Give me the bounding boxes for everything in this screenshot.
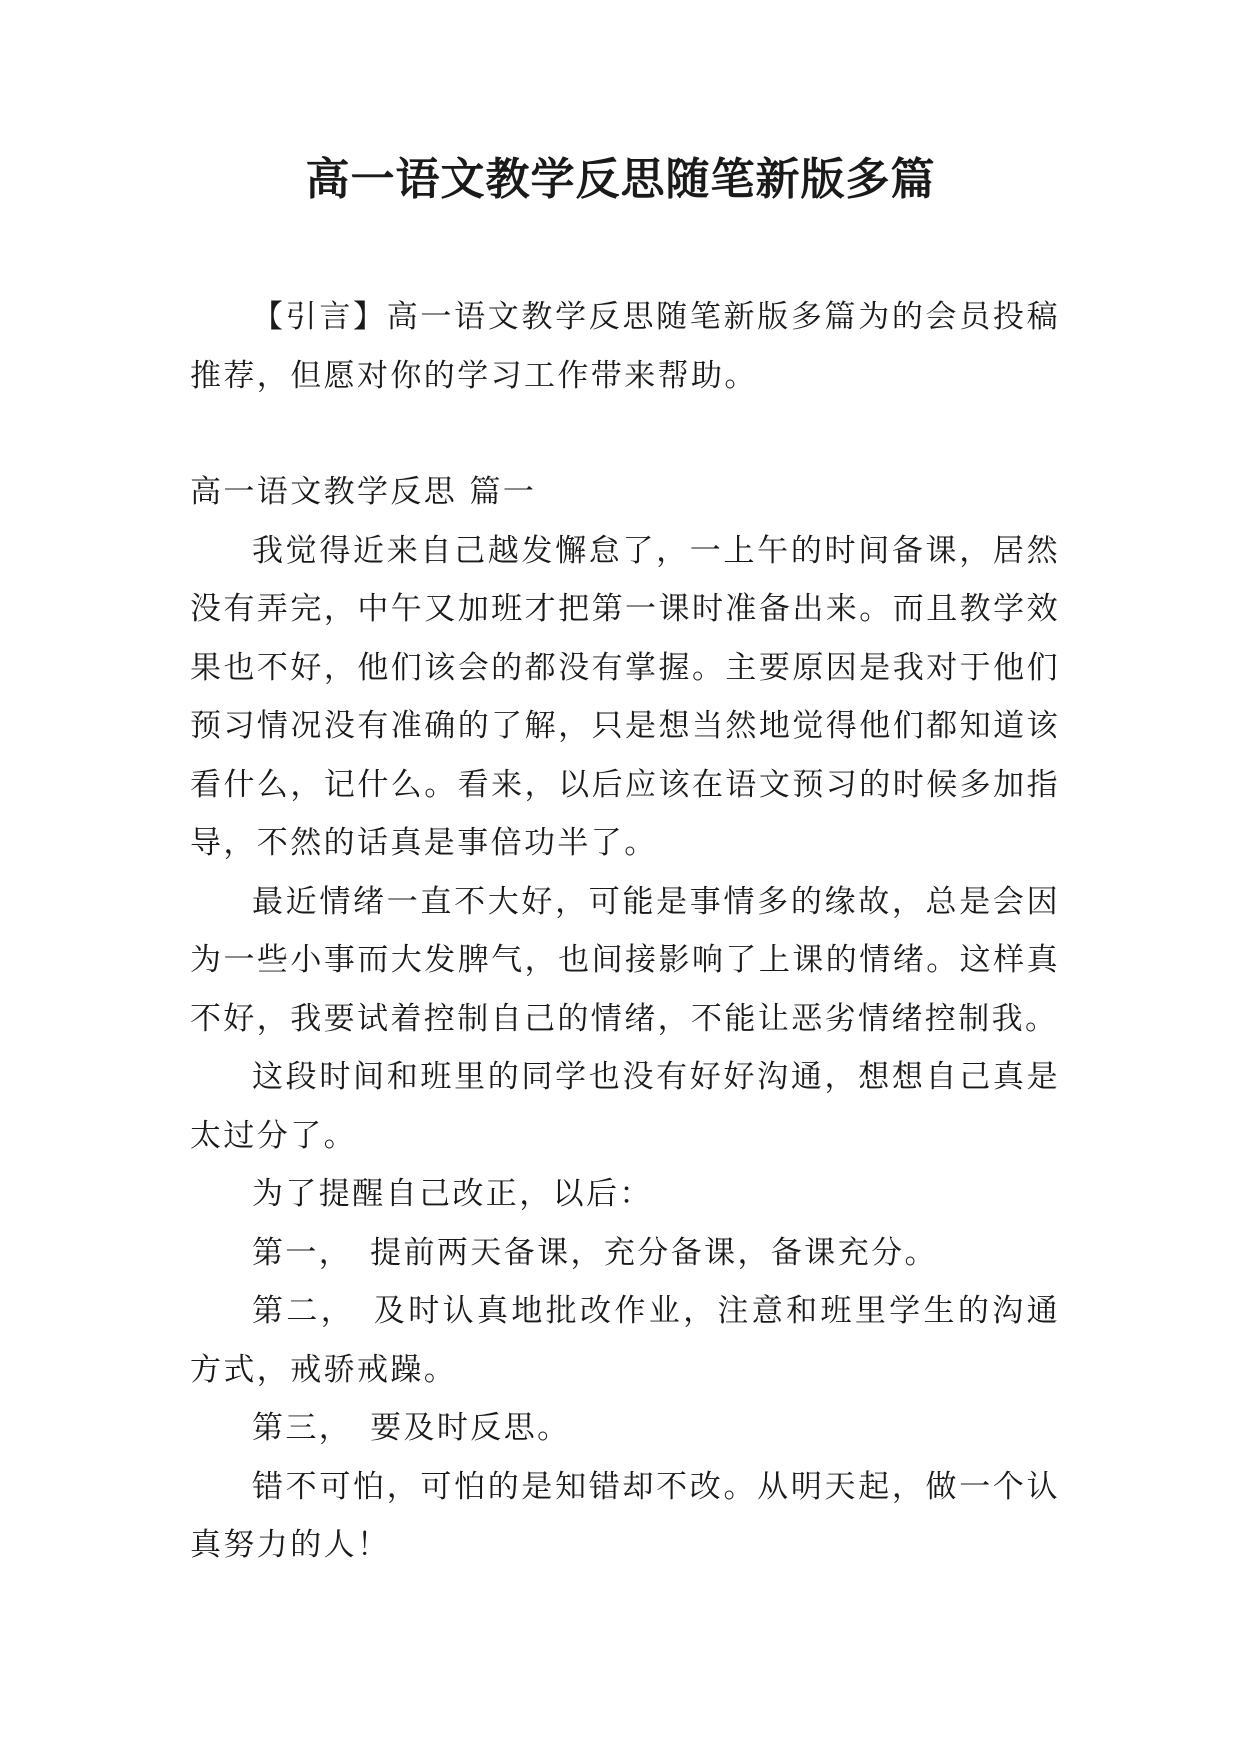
body-paragraph: 这段时间和班里的同学也没有好好沟通，想想自己真是太过分了。 xyxy=(190,1059,1060,1154)
body-paragraph: 第二， 及时认真地批改作业，注意和班里学生的沟通方式，戒骄戒躁。 xyxy=(190,1293,1060,1388)
body-paragraph: 最近情绪一直不大好，可能是事情多的缘故，总是会因为一些小事而大发脾气，也间接影响了上课的情绪。这样真不好，我要试着控制自己的情绪，不能让恶劣情绪控制我。 xyxy=(190,883,1060,1037)
body-paragraph: 我觉得近来自己越发懈怠了，一上午的时间备课，居然没有弄完，中午又加班才把第一课时准备出来。而且教学效果也不好，他们该会的都没有掌握。主要原因是我对于他们预习情况没有准确的了解，只是想当然地觉得他们都知道该看什么，记什么。看来，以后应该在语文预习的时候多加指导，不然的话真是事倍功半了。 xyxy=(190,532,1060,861)
body-paragraph: 第一， 提前两天备课，充分备课，备课充分。 xyxy=(252,1234,938,1271)
section-heading: 高一语文教学反思 篇一 xyxy=(190,474,537,510)
body-paragraph: 第三， 要及时反思。 xyxy=(252,1410,571,1446)
body-paragraph: 错不可怕，可怕的是知错却不改。从明天起，做一个认真努力的人！ xyxy=(190,1468,1060,1563)
spacer xyxy=(190,405,1060,463)
document-body xyxy=(190,288,1060,1575)
document-title: 高一语文教学反思随笔新版多篇 xyxy=(305,154,936,205)
intro-paragraph: 【引言】高一语文教学反思随笔新版多篇为的会员投稿推荐，但愿对你的学习工作带来帮助。 xyxy=(190,299,1060,394)
body-paragraph: 为了提醒自己改正，以后： xyxy=(252,1176,653,1212)
